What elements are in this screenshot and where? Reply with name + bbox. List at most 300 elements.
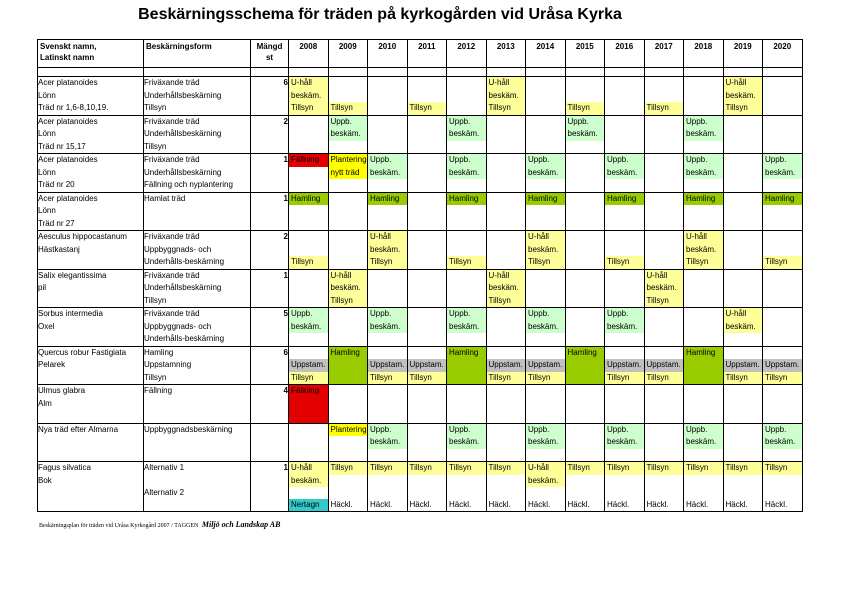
task-label: U-håll beskäm.: [724, 77, 763, 102]
task-label: Uppb. beskäm.: [368, 154, 407, 179]
year-cell: [723, 192, 763, 231]
table-row: [38, 192, 803, 231]
task-label: Tillsyn: [408, 372, 447, 385]
year-cell: [407, 269, 447, 308]
year-cell: [368, 115, 408, 154]
pruning-form-line: [144, 205, 250, 218]
year-cell: [565, 77, 605, 116]
year-cell: [565, 192, 605, 231]
pruning-form-line: Tillsyn: [144, 103, 167, 112]
task-label: Häckl.: [330, 499, 353, 509]
tree-name-line: Fagus silvatica: [38, 463, 91, 472]
tree-quantity: 4: [251, 385, 289, 424]
year-cell: [644, 308, 684, 347]
task-label: Hamling: [763, 193, 802, 206]
task-label: Tillsyn: [408, 462, 447, 475]
table-row: [38, 385, 803, 424]
year-cell: [368, 154, 408, 193]
year-cell: [328, 154, 368, 193]
task-label: Hamling: [526, 193, 565, 206]
year-cell: [723, 269, 763, 308]
footer-credit: [39, 520, 280, 529]
tree-name-line: [38, 436, 143, 449]
task-label: Uppstam.: [289, 359, 328, 372]
task-label: Uppb. beskäm.: [447, 424, 486, 449]
tree-name: [38, 269, 144, 308]
year-cell: [447, 231, 487, 270]
tree-name-line: Träd nr 20: [38, 180, 75, 189]
tree-name: [38, 115, 144, 154]
tree-name-line: Alm: [38, 398, 52, 408]
year-cell: [763, 77, 803, 116]
year-cell: [644, 346, 684, 385]
task-label: U-håll beskäm.: [724, 308, 763, 333]
year-cell: [565, 154, 605, 193]
year-cell: [565, 308, 605, 347]
task-label: Tillsyn: [526, 372, 565, 385]
year-cell: [289, 77, 329, 116]
year-cell: [407, 346, 447, 385]
tree-name-line: Salix elegantissima: [38, 270, 107, 280]
task-label: Tillsyn: [408, 102, 447, 115]
pruning-form-line: Underhållsbeskärning: [144, 90, 222, 100]
task-label: Uppstam.: [605, 359, 644, 372]
year-cell: [605, 77, 645, 116]
year-cell: [526, 192, 566, 231]
year-cell: [407, 115, 447, 154]
task-label: Tillsyn: [684, 256, 723, 269]
tree-name: [38, 308, 144, 347]
pruning-form-line: Uppbyggnads- och: [144, 321, 212, 331]
year-cell: [605, 269, 645, 308]
task-label: Uppstam.: [645, 359, 684, 372]
year-cell: [684, 462, 724, 512]
pruning-form: [144, 154, 251, 193]
year-cell: [763, 462, 803, 512]
task-label: Uppb. beskäm.: [526, 424, 565, 449]
year-cell: [565, 385, 605, 424]
pruning-form-line: Friväxande träd: [144, 232, 200, 241]
pruning-form-line: Underhållsbeskärning: [144, 283, 222, 292]
pruning-form-line: Fällning: [144, 386, 173, 395]
task-label: Uppb. beskäm.: [684, 424, 723, 449]
header-year: 2010: [368, 40, 408, 68]
task-label: Hamling: [329, 347, 368, 385]
task-label: Tillsyn: [329, 462, 368, 475]
year-cell: [328, 115, 368, 154]
task-label: Nertagn: [289, 499, 328, 512]
tree-name: [38, 231, 144, 270]
tree-name: [38, 385, 144, 424]
year-cell: [723, 462, 763, 512]
tree-name-line: Oxel: [38, 321, 55, 331]
year-cell: [763, 423, 803, 462]
task-label: Hamling: [684, 193, 723, 206]
year-cell: [763, 308, 803, 347]
year-cell: [684, 192, 724, 231]
year-cell: [526, 423, 566, 462]
year-cell: [644, 154, 684, 193]
pruning-form-line: [144, 475, 250, 488]
task-label: Uppb. beskäm.: [447, 154, 486, 179]
task-label: Tillsyn: [724, 462, 763, 475]
year-cell: [723, 77, 763, 116]
year-cell: [447, 154, 487, 193]
task-label: Uppb. beskäm.: [605, 154, 644, 179]
tree-quantity: [251, 423, 289, 462]
task-label: Tillsyn: [368, 462, 407, 475]
task-label: U-håll beskäm.: [487, 270, 526, 295]
company-name: Miljö och Landskap AB: [201, 520, 281, 529]
task-label: Uppb. beskäm.: [329, 116, 368, 141]
header-year: 2016: [605, 40, 645, 68]
year-cell: [486, 154, 526, 193]
task-label: Uppstam.: [526, 359, 565, 372]
task-label: Uppstam.: [487, 359, 526, 372]
task-label: Tillsyn: [289, 102, 328, 115]
year-cell: [447, 423, 487, 462]
year-cell: [526, 385, 566, 424]
task-label: U-håll beskäm.: [329, 270, 368, 295]
task-label: Tillsyn: [487, 102, 526, 115]
page-title: Beskärningsschema för träden på kyrkogården vid Uråsa Kyrka: [138, 6, 622, 23]
task-label: Hamling: [605, 193, 644, 206]
year-cell: [368, 231, 408, 270]
year-cell: [644, 192, 684, 231]
task-label: Tillsyn: [329, 295, 368, 308]
tree-name: [38, 423, 144, 462]
year-cell: [407, 462, 447, 512]
task-label: U-håll beskäm.: [645, 270, 684, 295]
pruning-form: [144, 346, 251, 385]
year-cell: [605, 462, 645, 512]
year-cell: [605, 154, 645, 193]
table-row: [38, 269, 803, 308]
task-label: Tillsyn: [566, 462, 605, 475]
year-cell: [407, 385, 447, 424]
pruning-form-line: Alternativ 2: [144, 488, 185, 497]
task-label: Tillsyn: [605, 372, 644, 385]
schedule-body: [38, 77, 803, 512]
task-label: Uppstam.: [763, 359, 802, 372]
task-label: Tillsyn: [526, 256, 565, 269]
year-cell: [486, 462, 526, 512]
year-cell: [526, 308, 566, 347]
task-label: Uppb. beskäm.: [289, 308, 328, 333]
task-label: Uppb. beskäm.: [368, 424, 407, 449]
year-cell: [486, 385, 526, 424]
pruning-form-line: Uppbyggnads- och: [144, 244, 212, 254]
year-cell: [289, 154, 329, 193]
tree-name-line: [38, 372, 143, 385]
tree-name-line: Acer platanoides: [38, 78, 98, 87]
header-qty: Mängd st: [251, 40, 289, 68]
header-year: 2013: [486, 40, 526, 68]
pruning-form-line: [144, 398, 250, 411]
task-label: Tillsyn: [645, 372, 684, 385]
pruning-form: [144, 269, 251, 308]
task-label: Tillsyn: [289, 256, 328, 269]
task-label: Plantering nytt träd: [329, 154, 368, 179]
year-cell: [407, 154, 447, 193]
pruning-form-line: Friväxande träd: [144, 155, 200, 164]
year-cell: [723, 231, 763, 270]
tree-name-line: Träd nr 1,6-8,10,19.: [38, 103, 109, 112]
pruning-form: [144, 231, 251, 270]
tree-name-line: Träd nr 15,17: [38, 141, 86, 151]
task-label: Häckl.: [725, 499, 748, 509]
year-cell: [644, 77, 684, 116]
pruning-form-line: Tillsyn: [144, 372, 167, 382]
task-label: Tillsyn: [289, 372, 328, 385]
task-label: Häckl.: [607, 499, 630, 509]
year-cell: [723, 385, 763, 424]
year-cell: [289, 462, 329, 512]
pruning-form-line: Underhålls-beskärning: [144, 334, 225, 343]
task-label: Tillsyn: [724, 372, 763, 385]
year-cell: [565, 462, 605, 512]
tree-name-line: Lönn: [38, 129, 56, 138]
year-cell: [447, 269, 487, 308]
year-cell: [328, 423, 368, 462]
task-label: Fällning: [289, 154, 328, 167]
tree-name-line: [38, 333, 143, 346]
year-cell: [368, 192, 408, 231]
task-label: Plantering: [329, 424, 368, 437]
tree-name-line: pil: [38, 283, 47, 292]
tree-name-line: [38, 295, 143, 308]
task-label: Uppstam.: [724, 359, 763, 372]
year-cell: [368, 462, 408, 512]
task-label: Hamling: [368, 193, 407, 206]
year-cell: [407, 308, 447, 347]
task-label: Häckl.: [765, 499, 788, 509]
year-cell: [289, 115, 329, 154]
task-label: Tillsyn: [724, 102, 763, 115]
pruning-form: [144, 462, 251, 512]
table-row: [38, 115, 803, 154]
year-cell: [328, 308, 368, 347]
table-row: [38, 231, 803, 270]
year-cell: [763, 385, 803, 424]
year-cell: [565, 231, 605, 270]
task-label: Uppb. beskäm.: [684, 116, 723, 141]
year-cell: [447, 462, 487, 512]
pruning-form: [144, 385, 251, 424]
pruning-form: [144, 192, 251, 231]
task-label: Tillsyn: [566, 102, 605, 115]
year-cell: [447, 385, 487, 424]
year-cell: [684, 231, 724, 270]
year-cell: [526, 231, 566, 270]
year-cell: [486, 269, 526, 308]
year-cell: [447, 115, 487, 154]
year-cell: [447, 192, 487, 231]
task-label: Häckl.: [646, 499, 669, 509]
tree-name-line: Lönn: [38, 90, 56, 100]
tree-name: [38, 462, 144, 512]
year-cell: [723, 154, 763, 193]
task-label: Tillsyn: [763, 256, 802, 269]
task-label: Hamling: [447, 347, 486, 385]
year-cell: [328, 462, 368, 512]
task-label: Tillsyn: [368, 372, 407, 385]
tree-name: [38, 154, 144, 193]
pruning-form-line: Hamling: [144, 347, 174, 357]
task-label: Häckl.: [528, 499, 551, 509]
pruning-form-line: Underhållsbeskärning: [144, 167, 222, 177]
year-cell: [368, 385, 408, 424]
task-label: Uppb. beskäm.: [447, 116, 486, 141]
task-label: Uppb. beskäm.: [368, 308, 407, 333]
year-cell: [289, 423, 329, 462]
task-label: Tillsyn: [447, 256, 486, 269]
task-label: Häckl.: [409, 499, 432, 509]
year-cell: [684, 346, 724, 385]
year-cell: [447, 346, 487, 385]
year-cell: [684, 269, 724, 308]
header-form: Beskärningsform: [144, 40, 251, 68]
pruning-form-line: [144, 410, 250, 423]
pruning-form-line: Friväxande träd: [144, 116, 200, 126]
task-label: Hamling: [447, 193, 486, 206]
task-label: Tillsyn: [684, 462, 723, 475]
table-row: [38, 77, 803, 116]
pruning-form-line: [144, 218, 250, 231]
tree-quantity: 1: [251, 462, 289, 512]
task-label: Tillsyn: [487, 295, 526, 308]
year-cell: [644, 231, 684, 270]
year-cell: [289, 308, 329, 347]
pruning-form-line: [144, 449, 250, 462]
header-year: 2014: [526, 40, 566, 68]
table-row: [38, 346, 803, 385]
tree-quantity: 1: [251, 269, 289, 308]
year-cell: [368, 269, 408, 308]
year-cell: [605, 346, 645, 385]
tree-name-line: Sorbus intermedia: [38, 309, 103, 318]
header-year: 2011: [407, 40, 447, 68]
year-cell: [605, 385, 645, 424]
header-year: 2017: [644, 40, 684, 68]
year-cell: [486, 77, 526, 116]
task-label: Fällning: [289, 385, 328, 423]
task-label: Uppb. beskäm.: [566, 116, 605, 141]
year-cell: [605, 308, 645, 347]
tree-name-line: [38, 487, 143, 500]
year-cell: [723, 346, 763, 385]
year-cell: [684, 423, 724, 462]
pruning-form: [144, 308, 251, 347]
tree-quantity: 6: [251, 346, 289, 385]
pruning-form-line: Tillsyn: [144, 295, 167, 305]
task-label: Uppb. beskäm.: [526, 154, 565, 179]
header-year: 2015: [565, 40, 605, 68]
year-cell: [763, 346, 803, 385]
spacer-row: [38, 68, 803, 77]
tree-quantity: 6: [251, 77, 289, 116]
year-cell: [407, 423, 447, 462]
header-year: 2018: [684, 40, 724, 68]
pruning-schedule-table: [37, 39, 803, 512]
tree-name-line: [38, 410, 143, 423]
task-label: Häckl.: [488, 499, 511, 509]
header-year: 2020: [763, 40, 803, 68]
pruning-form-line: Fällning och nyplantering: [144, 180, 233, 189]
task-label: Tillsyn: [487, 462, 526, 475]
task-label: Tillsyn: [368, 256, 407, 269]
task-label: Häckl.: [567, 499, 590, 509]
task-label: Tillsyn: [447, 462, 486, 475]
task-label: Uppstam.: [368, 359, 407, 372]
pruning-form-line: Alternativ 1: [144, 463, 185, 472]
pruning-form-line: Underhållsbeskärning: [144, 129, 222, 138]
table-row: [38, 423, 803, 462]
tree-quantity: 2: [251, 231, 289, 270]
tree-name-line: Aesculus hippocastanum: [38, 232, 127, 241]
year-cell: [328, 77, 368, 116]
table-row: [38, 308, 803, 347]
header-year: 2009: [328, 40, 368, 68]
tree-quantity: 5: [251, 308, 289, 347]
tree-name-line: Nya träd efter Almarna: [38, 424, 119, 434]
year-cell: [723, 423, 763, 462]
tree-name-line: Lönn: [38, 167, 56, 177]
year-cell: [723, 115, 763, 154]
task-label: Uppb. beskäm.: [763, 424, 802, 449]
task-label: U-håll beskäm.: [368, 231, 407, 256]
task-label: Häckl.: [449, 499, 472, 509]
task-label: U-håll beskäm.: [289, 77, 328, 102]
task-label: Tillsyn: [645, 102, 684, 115]
year-cell: [526, 269, 566, 308]
year-cell: [684, 308, 724, 347]
year-cell: [565, 115, 605, 154]
year-cell: [486, 231, 526, 270]
year-cell: [486, 423, 526, 462]
year-cell: [368, 346, 408, 385]
task-label: Uppb. beskäm.: [605, 308, 644, 333]
year-cell: [289, 346, 329, 385]
year-cell: [763, 231, 803, 270]
year-cell: [486, 346, 526, 385]
tree-name-line: Hästkastanj: [38, 244, 80, 254]
year-cell: [407, 231, 447, 270]
pruning-form-line: Uppbyggnadsbeskärning: [144, 424, 233, 434]
task-label: Tillsyn: [487, 372, 526, 385]
year-cell: [644, 269, 684, 308]
year-cell: [565, 346, 605, 385]
tree-name-line: Quercus robur Fastigiata: [38, 347, 127, 357]
pruning-form: [144, 423, 251, 462]
header-name: Svenskt namn, Latinskt namn: [38, 40, 144, 68]
year-cell: [526, 115, 566, 154]
task-label: Tillsyn: [645, 462, 684, 475]
tree-name-line: Lönn: [38, 206, 56, 215]
year-cell: [763, 269, 803, 308]
tree-quantity: 1: [251, 192, 289, 231]
year-cell: [407, 192, 447, 231]
year-cell: [486, 192, 526, 231]
task-label: Tillsyn: [645, 295, 684, 308]
table-row: [38, 154, 803, 193]
pruning-form-line: Tillsyn: [144, 141, 167, 151]
task-label: Uppb. beskäm.: [526, 308, 565, 333]
year-cell: [486, 115, 526, 154]
year-cell: [644, 115, 684, 154]
year-cell: [723, 308, 763, 347]
task-label: Häckl.: [686, 499, 709, 509]
